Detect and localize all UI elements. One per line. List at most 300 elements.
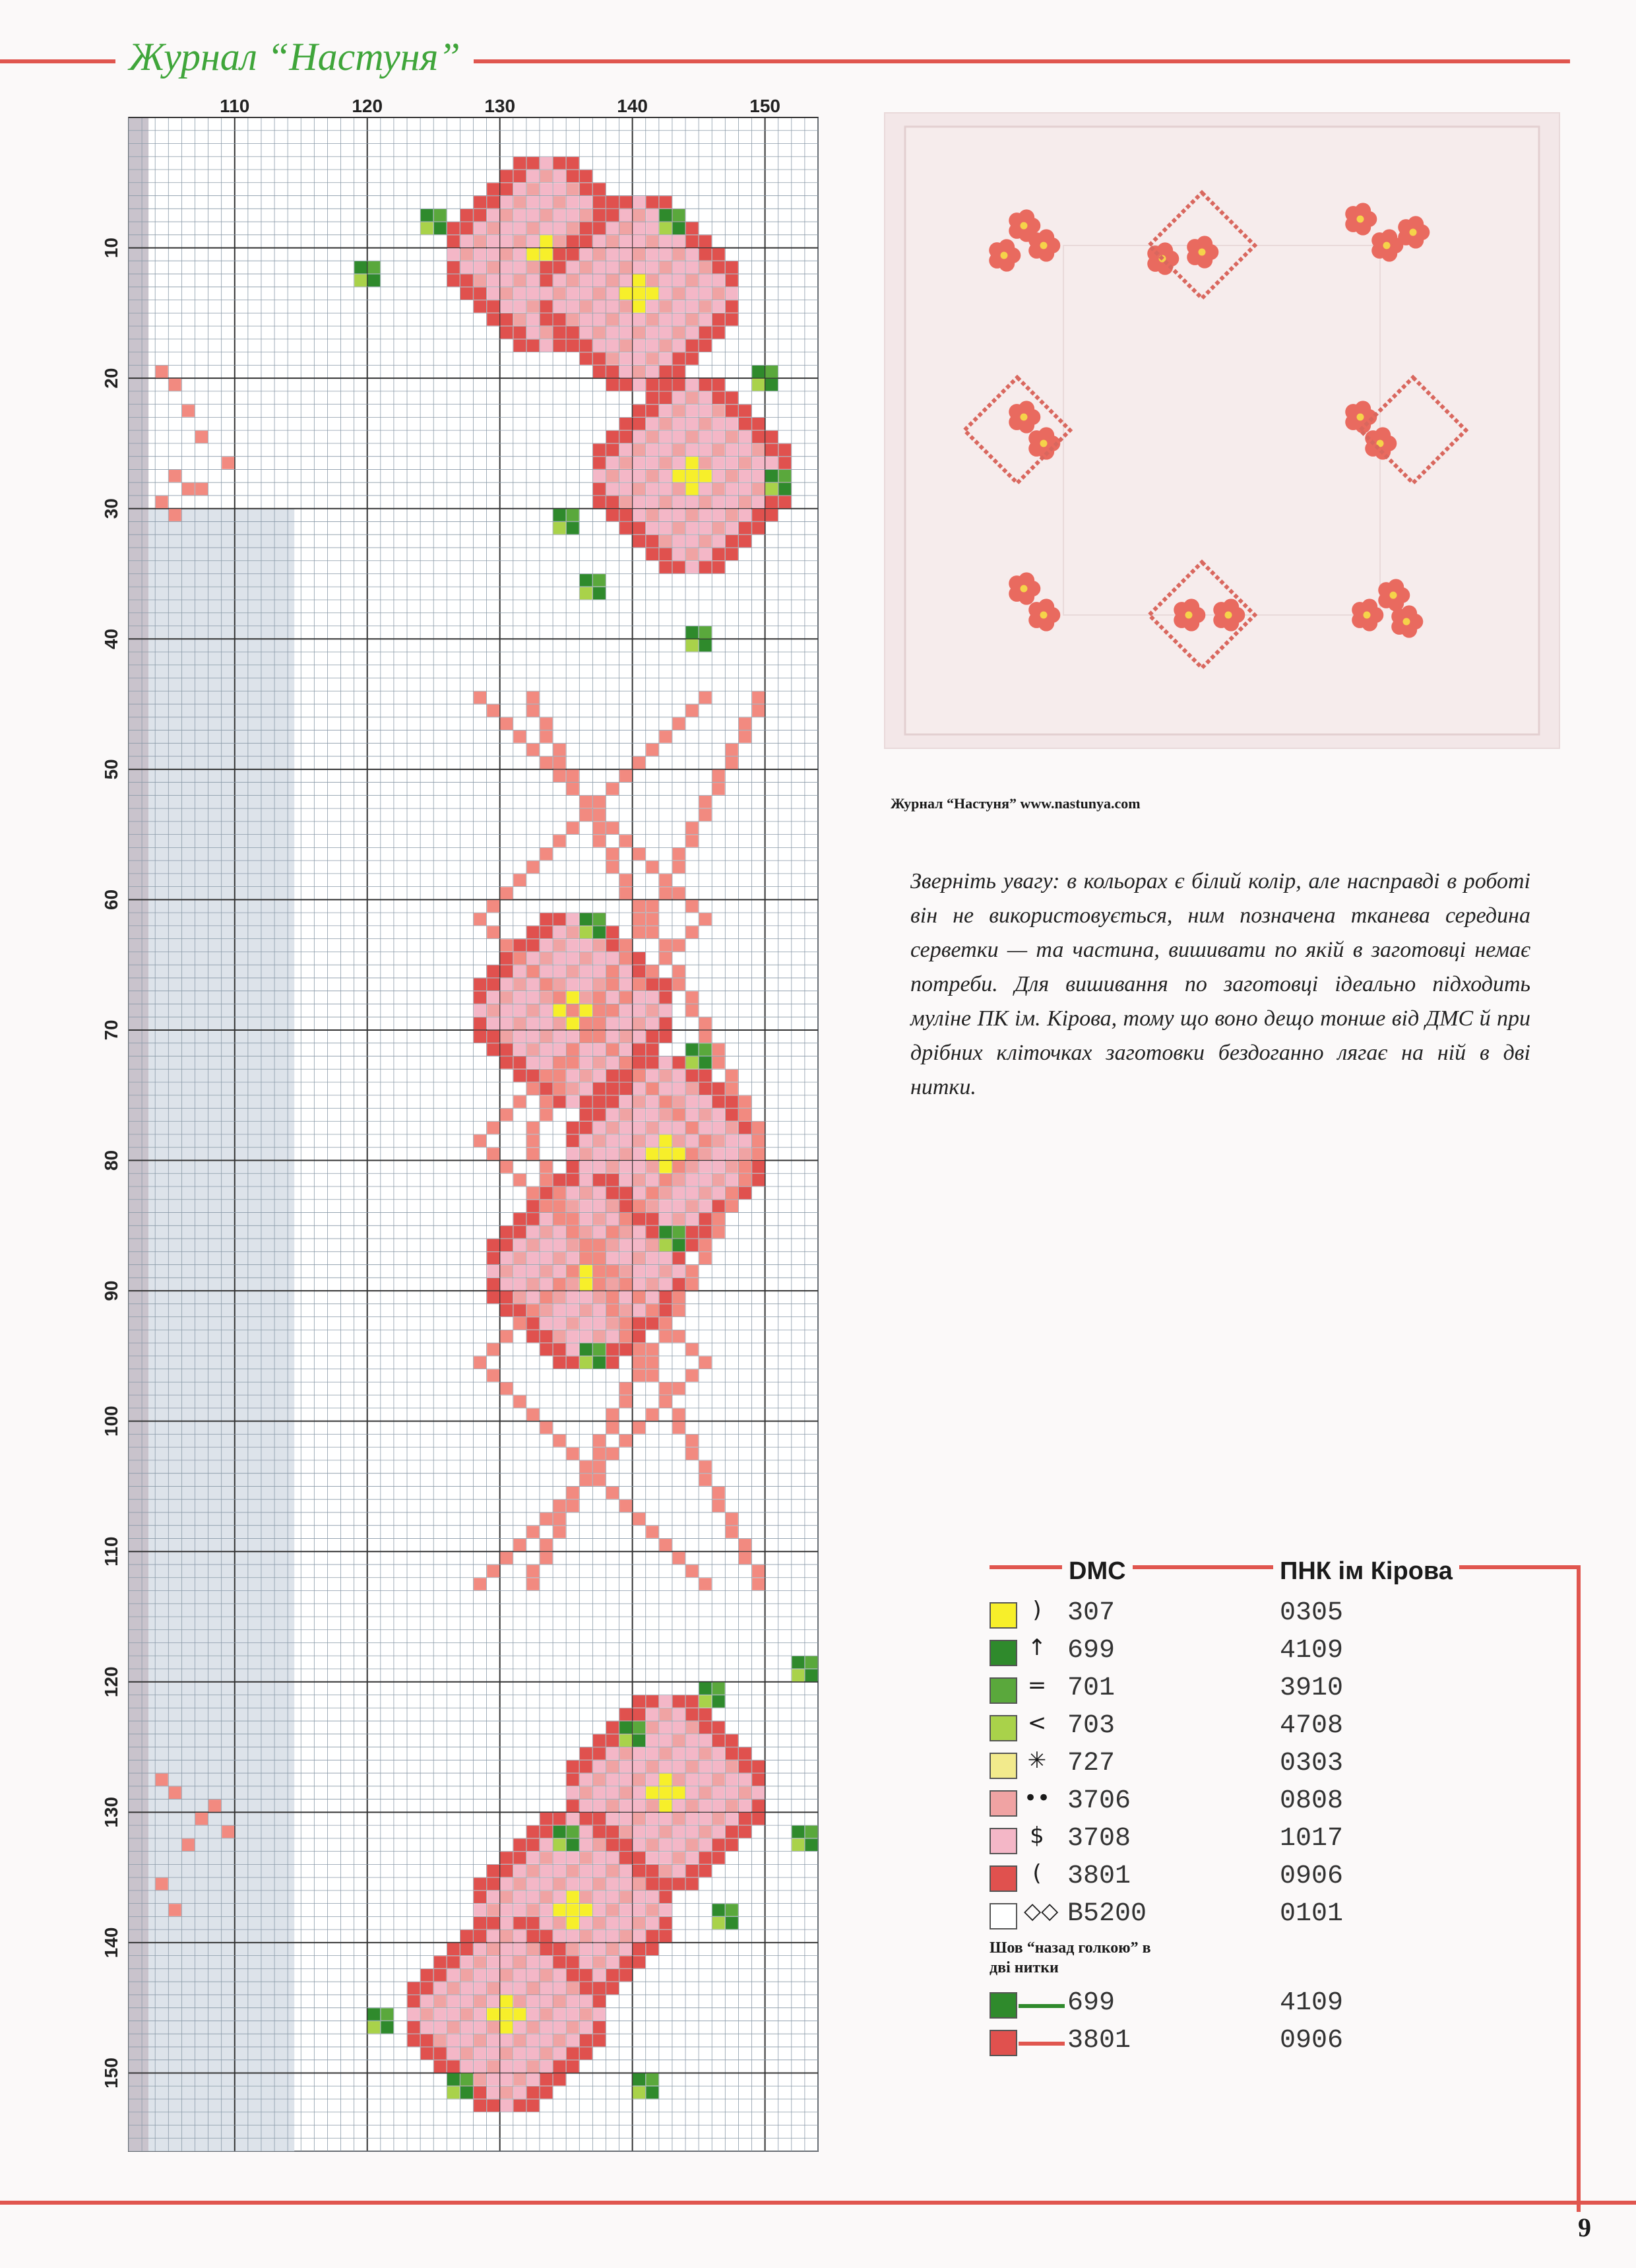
chart-border-lattice bbox=[712, 1487, 725, 1499]
chart-flower-motif bbox=[659, 1070, 672, 1082]
chart-flower-motif bbox=[487, 1917, 499, 1929]
chart-flower-motif bbox=[487, 1018, 499, 1030]
chart-flower-motif bbox=[686, 522, 699, 535]
chart-flower-motif bbox=[712, 483, 725, 496]
chart-flower-motif bbox=[659, 327, 672, 339]
chart-flower-motif bbox=[553, 913, 566, 926]
chart-flower-motif bbox=[633, 1761, 645, 1773]
chart-flower-motif bbox=[487, 300, 499, 313]
stitch-symbol: ✳ bbox=[1027, 1747, 1047, 1774]
chart-flower-motif bbox=[619, 300, 632, 313]
chart-flower-motif bbox=[606, 939, 619, 952]
chart-flower-motif bbox=[606, 1174, 619, 1186]
chart-flower-motif bbox=[659, 470, 672, 482]
pnk-code: 0808 bbox=[1280, 1786, 1344, 1816]
chart-flower-motif bbox=[487, 1956, 499, 1968]
chart-flower-motif bbox=[646, 1838, 658, 1851]
chart-flower-motif bbox=[553, 327, 566, 339]
chart-flower-motif bbox=[513, 1904, 526, 1916]
chart-flower-motif bbox=[619, 1865, 632, 1877]
chart-flower-motif bbox=[686, 444, 699, 457]
chart-border-lattice bbox=[606, 1004, 619, 1017]
chart-leaf-motif bbox=[699, 626, 712, 639]
chart-flower-motif bbox=[593, 939, 606, 952]
chart-flower-motif bbox=[646, 483, 658, 496]
chart-flower-motif bbox=[633, 1122, 645, 1134]
chart-flower-motif bbox=[726, 1774, 738, 1786]
chart-flower-motif bbox=[487, 979, 499, 991]
chart-flower-motif bbox=[646, 1904, 658, 1916]
chart-flower-motif bbox=[580, 1786, 592, 1799]
chart-border-lattice bbox=[646, 1344, 658, 1356]
chart-flower-motif bbox=[580, 1109, 592, 1121]
chart-flower-motif bbox=[487, 2060, 499, 2073]
chart-corner-stitch bbox=[222, 457, 234, 469]
chart-flower-motif bbox=[593, 1161, 606, 1173]
side-axis-label-140: 140 bbox=[101, 1927, 121, 1959]
chart-flower-motif bbox=[593, 1813, 606, 1825]
napkin-flower bbox=[1197, 236, 1212, 251]
chart-flower-motif bbox=[659, 1917, 672, 1929]
chart-border-lattice bbox=[580, 1252, 592, 1264]
chart-border-lattice bbox=[619, 887, 632, 899]
chart-flower-motif bbox=[526, 991, 539, 1004]
chart-flower-motif bbox=[686, 1734, 699, 1747]
chart-flower-motif bbox=[606, 222, 619, 235]
chart-flower-motif bbox=[474, 287, 486, 300]
chart-flower-motif bbox=[593, 366, 606, 378]
chart-flower-motif bbox=[712, 431, 725, 443]
chart-flower-motif bbox=[526, 1917, 539, 1929]
chart-flower-motif bbox=[606, 1826, 619, 1838]
chart-flower-motif bbox=[593, 1056, 606, 1069]
chart-flower-motif bbox=[699, 1187, 712, 1200]
chart-flower-motif bbox=[673, 561, 685, 573]
chart-flower-motif bbox=[673, 275, 685, 287]
side-axis-label-50: 50 bbox=[101, 759, 121, 780]
chart-flower-motif bbox=[646, 1031, 658, 1043]
chart-flower-motif bbox=[487, 2100, 499, 2112]
chart-flower-motif bbox=[633, 379, 645, 391]
chart-flower-motif bbox=[633, 1956, 645, 1968]
chart-flower-motif bbox=[619, 965, 632, 978]
chart-leaf-motif bbox=[778, 483, 791, 496]
pnk-code: 4109 bbox=[1280, 1988, 1344, 2018]
chart-border-lattice bbox=[567, 783, 579, 795]
chart-flower-motif bbox=[619, 379, 632, 391]
chart-flower-motif bbox=[540, 1239, 553, 1252]
chart-flower-motif bbox=[474, 1878, 486, 1891]
chart-flower-motif bbox=[593, 457, 606, 469]
chart-border-lattice bbox=[567, 822, 579, 834]
napkin-illustration bbox=[885, 113, 1559, 748]
chart-flower-motif bbox=[567, 1330, 579, 1343]
chart-flower-motif bbox=[646, 1265, 658, 1278]
chart-flower-motif bbox=[474, 1004, 486, 1017]
chart-border-lattice bbox=[500, 1382, 513, 1395]
chart-flower-motif bbox=[580, 1813, 592, 1825]
chart-flower-motif bbox=[500, 1878, 513, 1891]
chart-flower-motif bbox=[500, 196, 513, 209]
chart-border-lattice bbox=[699, 1031, 712, 1043]
chart-flower-motif bbox=[513, 339, 526, 352]
chart-border-lattice bbox=[646, 1369, 658, 1382]
chart-border-lattice bbox=[513, 1174, 526, 1186]
chart-flower-motif bbox=[553, 1852, 566, 1864]
chart-border-lattice bbox=[646, 1304, 658, 1316]
chart-flower-motif bbox=[659, 979, 672, 991]
chart-border-lattice bbox=[633, 1421, 645, 1434]
chart-flower-motif bbox=[646, 235, 658, 247]
chart-flower-motif bbox=[513, 1043, 526, 1056]
chart-leaf-motif bbox=[619, 1734, 632, 1747]
chart-flower-motif bbox=[739, 1747, 751, 1760]
chart-flower-motif bbox=[421, 2008, 433, 2021]
chart-flower-motif bbox=[553, 1344, 566, 1356]
chart-flower-motif bbox=[726, 496, 738, 509]
chart-flower-motif bbox=[513, 1852, 526, 1864]
chart-flower-motif bbox=[580, 1878, 592, 1891]
chart-flower-motif bbox=[765, 496, 778, 509]
chart-flower-motif bbox=[567, 1982, 579, 1995]
chart-flower-motif bbox=[619, 287, 632, 300]
chart-flower-motif bbox=[606, 275, 619, 287]
chart-flower-motif bbox=[752, 1161, 765, 1173]
chart-border-lattice bbox=[726, 1083, 738, 1095]
chart-flower-motif bbox=[513, 327, 526, 339]
chart-flower-motif bbox=[526, 222, 539, 235]
chart-flower-motif bbox=[699, 1070, 712, 1082]
chart-border-lattice bbox=[739, 1161, 751, 1173]
chart-flower-motif bbox=[513, 261, 526, 274]
chart-leaf-motif bbox=[805, 1826, 818, 1838]
chart-flower-motif bbox=[526, 339, 539, 352]
napkin-flower bbox=[1019, 209, 1034, 225]
chart-flower-motif bbox=[619, 1878, 632, 1891]
chart-flower-motif bbox=[739, 470, 751, 482]
chart-flower-motif bbox=[686, 313, 699, 326]
color-swatch bbox=[990, 1602, 1017, 1629]
chart-flower-motif bbox=[487, 1252, 499, 1264]
chart-flower-motif bbox=[673, 405, 685, 417]
chart-border-lattice bbox=[699, 1461, 712, 1474]
chart-flower-motif bbox=[686, 548, 699, 561]
chart-corner-stitch bbox=[222, 1826, 234, 1838]
chart-flower-motif bbox=[765, 431, 778, 443]
legend-row bbox=[990, 1597, 1583, 1634]
chart-flower-motif bbox=[619, 1265, 632, 1278]
chart-flower-motif bbox=[606, 1083, 619, 1095]
chart-flower-motif bbox=[553, 170, 566, 183]
chart-flower-motif bbox=[580, 2021, 592, 2034]
napkin-flower bbox=[1019, 572, 1034, 588]
chart-flower-motif bbox=[580, 1852, 592, 1864]
chart-flower-motif bbox=[540, 170, 553, 183]
chart-flower-motif bbox=[526, 1031, 539, 1043]
chart-flower-motif bbox=[580, 1891, 592, 1903]
chart-flower-motif bbox=[699, 444, 712, 457]
chart-flower-motif bbox=[699, 1161, 712, 1173]
chart-flower-motif bbox=[633, 1774, 645, 1786]
side-axis-label-80: 80 bbox=[101, 1150, 121, 1171]
chart-border-lattice bbox=[659, 887, 672, 899]
chart-border-lattice bbox=[633, 1369, 645, 1382]
chart-flower-motif bbox=[673, 1761, 685, 1773]
chart-flower-motif bbox=[699, 313, 712, 326]
chart-border-lattice bbox=[526, 1565, 539, 1578]
chart-flower-motif bbox=[513, 1838, 526, 1851]
chart-flower-motif bbox=[633, 1813, 645, 1825]
chart-flower-motif bbox=[646, 1252, 658, 1264]
chart-flower-motif bbox=[500, 991, 513, 1004]
chart-flower-motif bbox=[474, 1904, 486, 1916]
chart-flower-motif bbox=[593, 183, 606, 195]
chart-border-lattice bbox=[633, 1356, 645, 1369]
chart-flower-motif bbox=[460, 1982, 473, 1995]
chart-flower-motif bbox=[619, 261, 632, 274]
chart-flower-motif bbox=[580, 313, 592, 326]
chart-flower-motif bbox=[580, 1330, 592, 1343]
side-axis-label-120: 120 bbox=[101, 1666, 121, 1698]
napkin-flower bbox=[1019, 401, 1034, 416]
chart-flower-motif bbox=[540, 939, 553, 952]
chart-flower-motif bbox=[633, 1838, 645, 1851]
chart-flower-motif bbox=[500, 2060, 513, 2073]
chart-flower-motif bbox=[659, 196, 672, 209]
chart-flower-motif bbox=[567, 1943, 579, 1955]
legend-head-dmc: DMC bbox=[1062, 1557, 1133, 1586]
chart-flower-motif bbox=[673, 1265, 685, 1278]
chart-flower-motif bbox=[606, 209, 619, 222]
chart-flower-motif bbox=[606, 1356, 619, 1369]
chart-flower-motif bbox=[526, 1943, 539, 1955]
napkin-flower bbox=[1223, 599, 1239, 614]
chart-flower-motif bbox=[606, 1095, 619, 1108]
chart-flower-motif bbox=[580, 170, 592, 183]
chart-border-lattice bbox=[553, 1083, 566, 1095]
chart-flower-motif bbox=[646, 470, 658, 482]
chart-border-lattice bbox=[580, 1031, 592, 1043]
chart-flower-motif bbox=[513, 2008, 526, 2021]
chart-flower-motif bbox=[540, 2087, 553, 2099]
chart-border-lattice bbox=[567, 1487, 579, 1499]
chart-flower-motif bbox=[580, 1213, 592, 1225]
chart-flower-motif bbox=[580, 1747, 592, 1760]
chart-flower-motif bbox=[739, 1799, 751, 1812]
chart-flower-motif bbox=[726, 1174, 738, 1186]
chart-flower-motif bbox=[553, 1239, 566, 1252]
napkin-flower bbox=[1381, 229, 1397, 245]
chart-flower-motif bbox=[434, 2060, 447, 2073]
chart-flower-motif bbox=[540, 1891, 553, 1903]
chart-flower-motif bbox=[686, 1200, 699, 1212]
chart-flower-motif bbox=[619, 1761, 632, 1773]
chart-flower-motif bbox=[606, 1031, 619, 1043]
chart-corner-stitch bbox=[182, 405, 195, 417]
chart-flower-motif bbox=[712, 1095, 725, 1108]
chart-flower-motif bbox=[633, 1004, 645, 1017]
top-axis-label-110: 110 bbox=[220, 96, 250, 116]
chart-flower-motif bbox=[526, 1878, 539, 1891]
chart-flower-motif bbox=[673, 327, 685, 339]
chart-flower-motif bbox=[553, 2060, 566, 2073]
chart-flower-motif bbox=[540, 1982, 553, 1995]
chart-border-lattice bbox=[712, 1056, 725, 1069]
color-swatch bbox=[990, 1790, 1017, 1817]
chart-flower-motif bbox=[712, 1813, 725, 1825]
chart-flower-motif bbox=[580, 2008, 592, 2021]
chart-flower-motif bbox=[500, 183, 513, 195]
chart-flower-motif bbox=[619, 1018, 632, 1030]
chart-flower-motif bbox=[686, 431, 699, 443]
chart-flower-motif bbox=[659, 1161, 672, 1173]
top-axis-label-140: 140 bbox=[617, 96, 648, 116]
chart-border-lattice bbox=[513, 1396, 526, 1408]
chart-flower-motif bbox=[526, 1904, 539, 1916]
chart-flower-motif bbox=[567, 248, 579, 261]
chart-flower-motif bbox=[567, 2034, 579, 2047]
chart-flower-motif bbox=[460, 209, 473, 222]
chart-flower-motif bbox=[526, 1956, 539, 1968]
chart-border-lattice bbox=[619, 1500, 632, 1512]
chart-corner-stitch bbox=[169, 470, 181, 482]
chart-flower-motif bbox=[659, 444, 672, 457]
chart-border-lattice bbox=[553, 1278, 566, 1291]
chart-flower-motif bbox=[460, 2034, 473, 2047]
chart-flower-motif bbox=[460, 275, 473, 287]
chart-flower-motif bbox=[633, 444, 645, 457]
chart-leaf-motif bbox=[553, 522, 566, 535]
chart-flower-motif bbox=[553, 339, 566, 352]
chart-flower-motif bbox=[540, 261, 553, 274]
chart-flower-motif bbox=[619, 496, 632, 509]
chart-flower-motif bbox=[619, 1004, 632, 1017]
chart-border-lattice bbox=[474, 1356, 486, 1369]
chart-border-lattice bbox=[686, 900, 699, 913]
chart-flower-motif bbox=[606, 1161, 619, 1173]
chart-flower-motif bbox=[593, 1969, 606, 1982]
chart-flower-motif bbox=[606, 1018, 619, 1030]
chart-flower-motif bbox=[739, 1187, 751, 1200]
chart-flower-motif bbox=[540, 1004, 553, 1017]
chart-flower-motif bbox=[553, 261, 566, 274]
chart-border-lattice bbox=[593, 809, 606, 822]
chart-flower-motif bbox=[739, 431, 751, 443]
chart-flower-motif bbox=[726, 509, 738, 521]
chart-flower-motif bbox=[526, 2073, 539, 2086]
chart-border-lattice bbox=[619, 952, 632, 965]
chart-flower-motif bbox=[699, 327, 712, 339]
chart-flower-motif bbox=[619, 1200, 632, 1212]
chart-flower-motif bbox=[659, 235, 672, 247]
chart-flower-motif bbox=[646, 1786, 658, 1799]
top-axis-label-150: 150 bbox=[749, 96, 780, 116]
side-axis-label-90: 90 bbox=[101, 1280, 121, 1301]
chart-flower-motif bbox=[739, 496, 751, 509]
chart-flower-motif bbox=[673, 1813, 685, 1825]
chart-flower-motif bbox=[633, 1878, 645, 1891]
chart-border-lattice bbox=[686, 991, 699, 1004]
chart-flower-motif bbox=[513, 939, 526, 952]
chart-flower-motif bbox=[526, 287, 539, 300]
chart-flower-motif bbox=[659, 1265, 672, 1278]
chart-border-lattice bbox=[513, 952, 526, 965]
chart-border-lattice bbox=[474, 1135, 486, 1148]
chart-corner-stitch bbox=[169, 509, 181, 521]
chart-border-lattice bbox=[686, 1278, 699, 1291]
chart-corner-stitch bbox=[169, 379, 181, 391]
chart-border-lattice bbox=[686, 822, 699, 834]
chart-flower-motif bbox=[752, 522, 765, 535]
chart-flower-motif bbox=[567, 1122, 579, 1134]
chart-flower-motif bbox=[726, 313, 738, 326]
chart-leaf-motif bbox=[367, 2008, 380, 2021]
chart-flower-motif bbox=[460, 2048, 473, 2060]
chart-flower-motif bbox=[580, 1226, 592, 1239]
chart-flower-motif bbox=[553, 1004, 566, 1017]
chart-flower-motif bbox=[726, 522, 738, 535]
chart-flower-motif bbox=[712, 444, 725, 457]
chart-flower-motif bbox=[526, 235, 539, 247]
chart-flower-motif bbox=[739, 509, 751, 521]
chart-flower-motif bbox=[765, 444, 778, 457]
chart-flower-motif bbox=[593, 1043, 606, 1056]
chart-flower-motif bbox=[739, 1148, 751, 1160]
chart-flower-motif bbox=[633, 261, 645, 274]
chart-flower-motif bbox=[646, 457, 658, 469]
chart-flower-motif bbox=[526, 1043, 539, 1056]
side-axis-label-130: 130 bbox=[101, 1796, 121, 1828]
chart-flower-motif bbox=[646, 196, 658, 209]
chart-flower-motif bbox=[606, 1799, 619, 1812]
chart-border-lattice bbox=[659, 730, 672, 743]
chart-leaf-motif bbox=[447, 2073, 460, 2086]
chart-flower-motif bbox=[726, 1826, 738, 1838]
chart-flower-motif bbox=[580, 1291, 592, 1304]
chart-flower-motif bbox=[474, 261, 486, 274]
legend-row bbox=[990, 1898, 1583, 1935]
chart-flower-motif bbox=[540, 1278, 553, 1291]
chart-flower-motif bbox=[633, 1031, 645, 1043]
chart-flower-motif bbox=[593, 1174, 606, 1186]
chart-flower-motif bbox=[619, 1239, 632, 1252]
chart-flower-motif bbox=[553, 235, 566, 247]
stitch-symbol: ↑ bbox=[1027, 1635, 1047, 1661]
chart-flower-motif bbox=[513, 196, 526, 209]
chart-flower-motif bbox=[619, 418, 632, 430]
chart-flower-motif bbox=[699, 535, 712, 548]
chart-corner-stitch bbox=[156, 366, 168, 378]
chart-flower-motif bbox=[686, 1187, 699, 1200]
chart-flower-motif bbox=[686, 1226, 699, 1239]
chart-border-lattice bbox=[606, 1265, 619, 1278]
dmc-code: 3801 bbox=[1067, 2026, 1131, 2056]
chart-flower-motif bbox=[633, 1148, 645, 1160]
chart-flower-motif bbox=[474, 1982, 486, 1995]
chart-leaf-motif bbox=[553, 1838, 566, 1851]
chart-border-lattice bbox=[567, 1056, 579, 1069]
napkin-flower-center bbox=[1021, 585, 1028, 593]
chart-border-lattice bbox=[500, 1109, 513, 1121]
chart-border-lattice bbox=[487, 1369, 499, 1382]
chart-border-lattice bbox=[500, 1330, 513, 1343]
chart-flower-motif bbox=[673, 313, 685, 326]
chart-flower-motif bbox=[659, 496, 672, 509]
chart-leaf-motif bbox=[699, 1043, 712, 1056]
chart-flower-motif bbox=[633, 1043, 645, 1056]
chart-border-lattice bbox=[606, 1448, 619, 1460]
chart-flower-motif bbox=[606, 1734, 619, 1747]
